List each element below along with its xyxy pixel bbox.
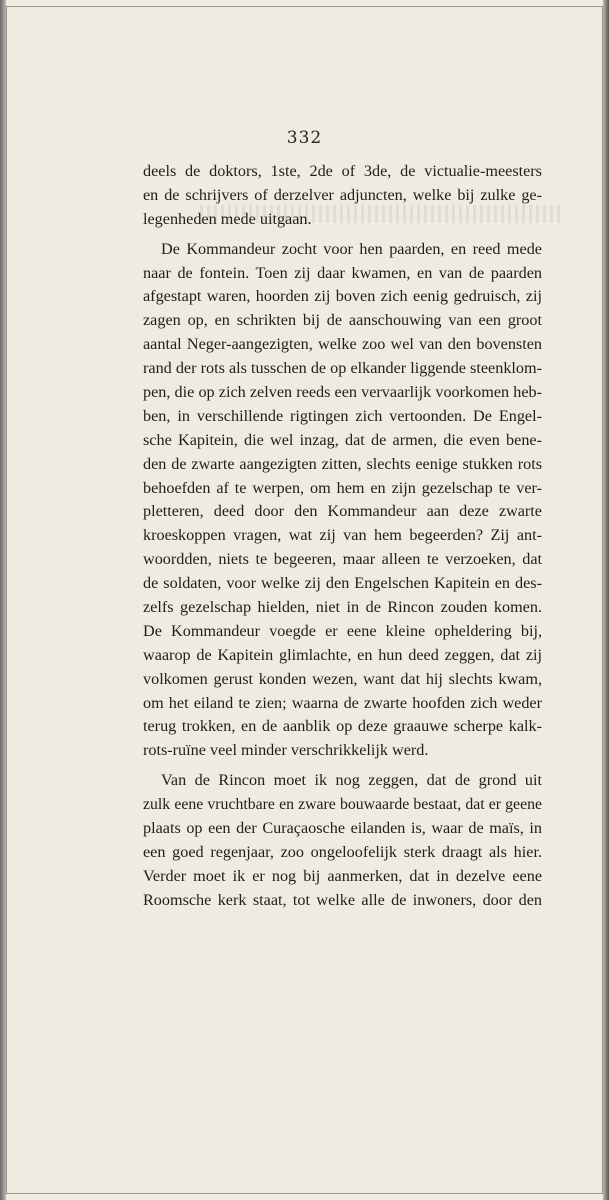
text-line: legenheden mede uitgaan. [143, 209, 312, 228]
text-line: De Kommandeur voegde er eene kleine opheldering bij, [143, 621, 542, 640]
text-line: de soldaten, voor welke zij den Engelschen Kapitein en des- [143, 574, 542, 593]
text-line: zagen op, en schrikten bij de aanschouwing van een groot [143, 311, 542, 330]
text-line: kroeskoppen vragen, wat zij van hem begeerden? Zij ant- [143, 526, 542, 545]
text-line: pletteren, deed door den Kommandeur aan deze zwarte [143, 502, 542, 521]
text-line: plaats op een der Curaçaosche eilanden is, waar de maïs, in [143, 819, 542, 838]
body-text [143, 160, 542, 913]
text-line: naar de fontein. Toen zij daar kwamen, en van de paarden [143, 263, 542, 282]
text-line: rots-ruïne veel minder verschrikkelijk werd. [143, 741, 429, 760]
text-line: deels de doktors, 1ste, 2de of 3de, de victualie-meesters [143, 162, 542, 180]
text-line: om het eiland te zien; waarna de zwarte hoofden zich weder [143, 693, 542, 712]
text-line: volkomen gerust konden wezen, want dat hij slechts kwam, [143, 669, 542, 688]
text-line: Van de Rincon moet ik nog zeggen, dat de grond uit [161, 771, 542, 790]
text-line: ben, in verschillende rigtingen zich vertoonden. De Engel- [143, 406, 542, 425]
text-line: Verder moet ik er nog bij aanmerken, dat in dezelve eene [143, 866, 542, 885]
text-line: waarop de Kapitein glimlachte, en hun deed zeggen, dat zij [143, 645, 542, 664]
text-line: rand der rots als tusschen de op elkander liggende steenklom- [143, 359, 542, 378]
scan-edge-right [603, 0, 609, 1200]
text-line: woordden, niets te begeeren, maar alleen te verzoeken, dat [143, 550, 542, 569]
text-line: De Kommandeur zocht voor hen paarden, en reed mede [161, 239, 542, 258]
text-line: pen, die op zich zelven reeds een vervaarlijk voorkomen heb- [143, 383, 542, 402]
text-line: Roomsche kerk staat, tot welke alle de inwoners, door den [143, 890, 542, 909]
page-number: 332 [286, 128, 323, 148]
text-line: sche Kapitein, die wel inzag, dat de armen, die even bene- [143, 430, 542, 449]
text-line: terug trokken, en de aanblik op deze graauwe scherpe kalk- [143, 717, 542, 736]
text-line: zelfs gezelschap hielden, niet in de Rincon zouden komen. [143, 598, 542, 617]
text-line: en de schrijvers of derzelver adjuncten, welke bij zulke ge- [143, 185, 542, 204]
text-line: afgestapt waren, hoorden zij boven zich eenig gedruisch, zij [143, 287, 542, 306]
text-line: zulk eene vruchtbare en zware bouwaarde bestaat, dat er geene [143, 796, 542, 814]
text-line: den de zwarte aangezigten zitten, slechts eenige stukken rots [143, 454, 542, 473]
text-line: een goed regenjaar, zoo ongeloofelijk sterk draagt als hier. [143, 842, 542, 861]
text-line: behoefden af te werpen, om hem en zijn gezelschap te ver- [143, 478, 542, 497]
text-line: aantal Neger-aangezigten, welke zoo wel van den bovensten [143, 335, 542, 354]
